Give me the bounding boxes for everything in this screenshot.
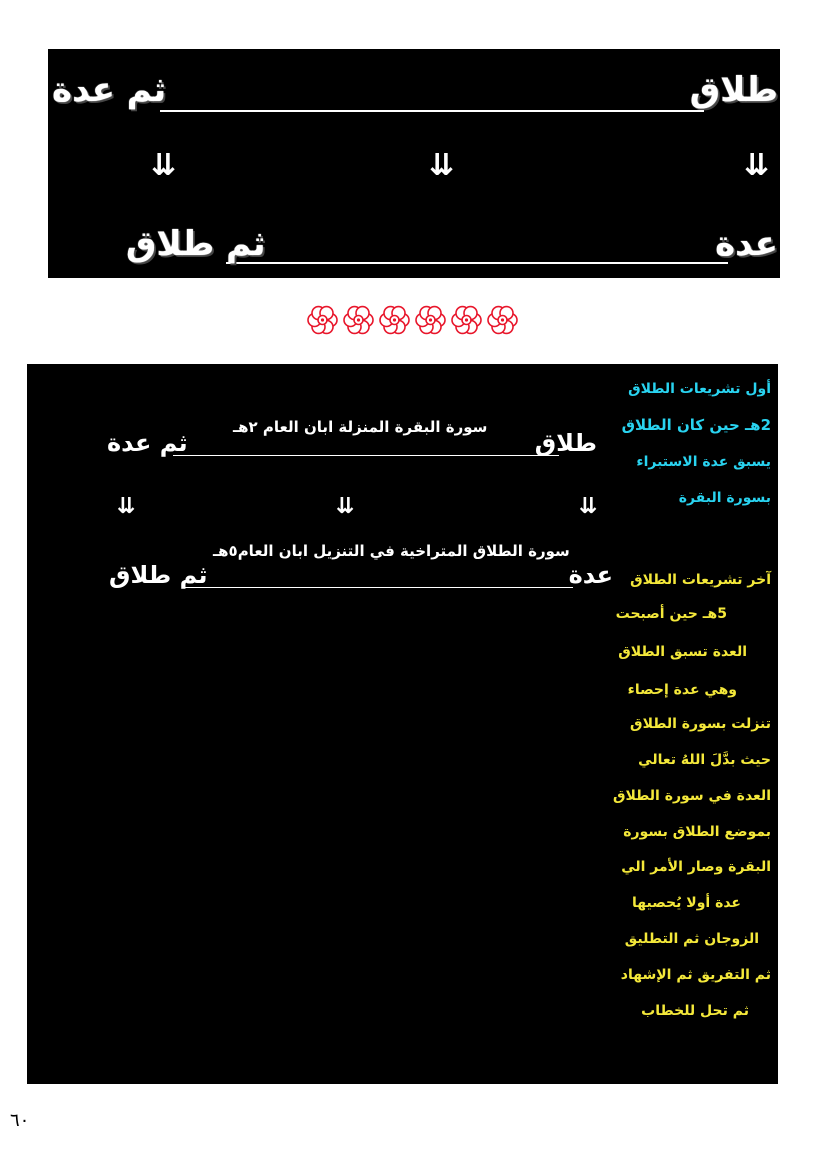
side-note-line: يسبق عدة الاستبراء — [636, 454, 771, 470]
side-note-line: حيث بدَّلَ اللهُ تعالي — [638, 752, 771, 768]
top-diagram-box — [48, 49, 780, 278]
top-row1-line — [160, 110, 704, 112]
flower-icon — [306, 304, 339, 336]
bottom-row2-caption: سورة الطلاق المتراخية في التنزيل ابان العام٥هـ — [213, 542, 570, 560]
flower-icon — [414, 304, 447, 336]
down-arrows-icon: ⇊ — [151, 148, 173, 183]
side-note-line: عدة أولا يُحصيها — [632, 895, 741, 911]
down-arrows-icon: ⇊ — [336, 494, 351, 519]
side-note-line: 5هـ حين أصبحت — [615, 606, 727, 622]
bottom-row1-then-idda: ثم عدة — [107, 429, 188, 457]
side-note-line: البقرة وصار الأمر الي — [621, 859, 771, 875]
side-note-line: وهي عدة إحصاء — [627, 682, 737, 698]
bottom-row2-idda: عدة — [568, 561, 613, 589]
top-row1-then-idda: ثم عدة — [52, 70, 167, 110]
flower-ornament-row — [306, 304, 519, 336]
bottom-row1-line — [173, 455, 559, 456]
down-arrows-icon: ⇊ — [744, 148, 766, 183]
top-row2-line — [226, 262, 728, 264]
side-note-line: آخر تشريعات الطلاق — [630, 572, 771, 588]
side-note-line: العدة تسبق الطلاق — [618, 644, 747, 660]
bottom-row1-caption: سورة البقرة المنزلة ابان العام ٢هـ — [233, 418, 488, 436]
flower-icon — [378, 304, 411, 336]
side-note-line: ثم تحل للخطاب — [641, 1003, 749, 1019]
side-note-line: ثم التفريق ثم الإشهاد — [620, 967, 771, 983]
top-row1-talaq: طلاق — [689, 70, 778, 110]
down-arrows-icon: ⇊ — [117, 494, 132, 519]
down-arrows-icon: ⇊ — [579, 494, 594, 519]
flower-icon — [342, 304, 375, 336]
side-note-line: 2هـ حين كان الطلاق — [621, 416, 771, 434]
side-note-line: بموضع الطلاق بسورة — [623, 824, 771, 840]
side-note-line: العدة في سورة الطلاق — [613, 788, 771, 804]
flower-icon — [450, 304, 483, 336]
side-note-line: الزوجان ثم التطليق — [624, 931, 759, 947]
page-number: ٦٠ — [10, 1110, 30, 1131]
top-row2-then-talaq: ثم طلاق — [126, 224, 266, 264]
bottom-row2-then-talaq: ثم طلاق — [109, 561, 208, 589]
bottom-row1-talaq: طلاق — [534, 429, 597, 457]
side-note-line: بسورة البقرة — [678, 490, 771, 506]
flower-icon — [486, 304, 519, 336]
side-note-line: تنزلت بسورة الطلاق — [630, 716, 771, 732]
top-row2-idda: عدة — [715, 224, 778, 264]
bottom-row2-line — [185, 587, 573, 588]
side-note-line: أول تشريعات الطلاق — [628, 381, 771, 397]
down-arrows-icon: ⇊ — [429, 148, 451, 183]
